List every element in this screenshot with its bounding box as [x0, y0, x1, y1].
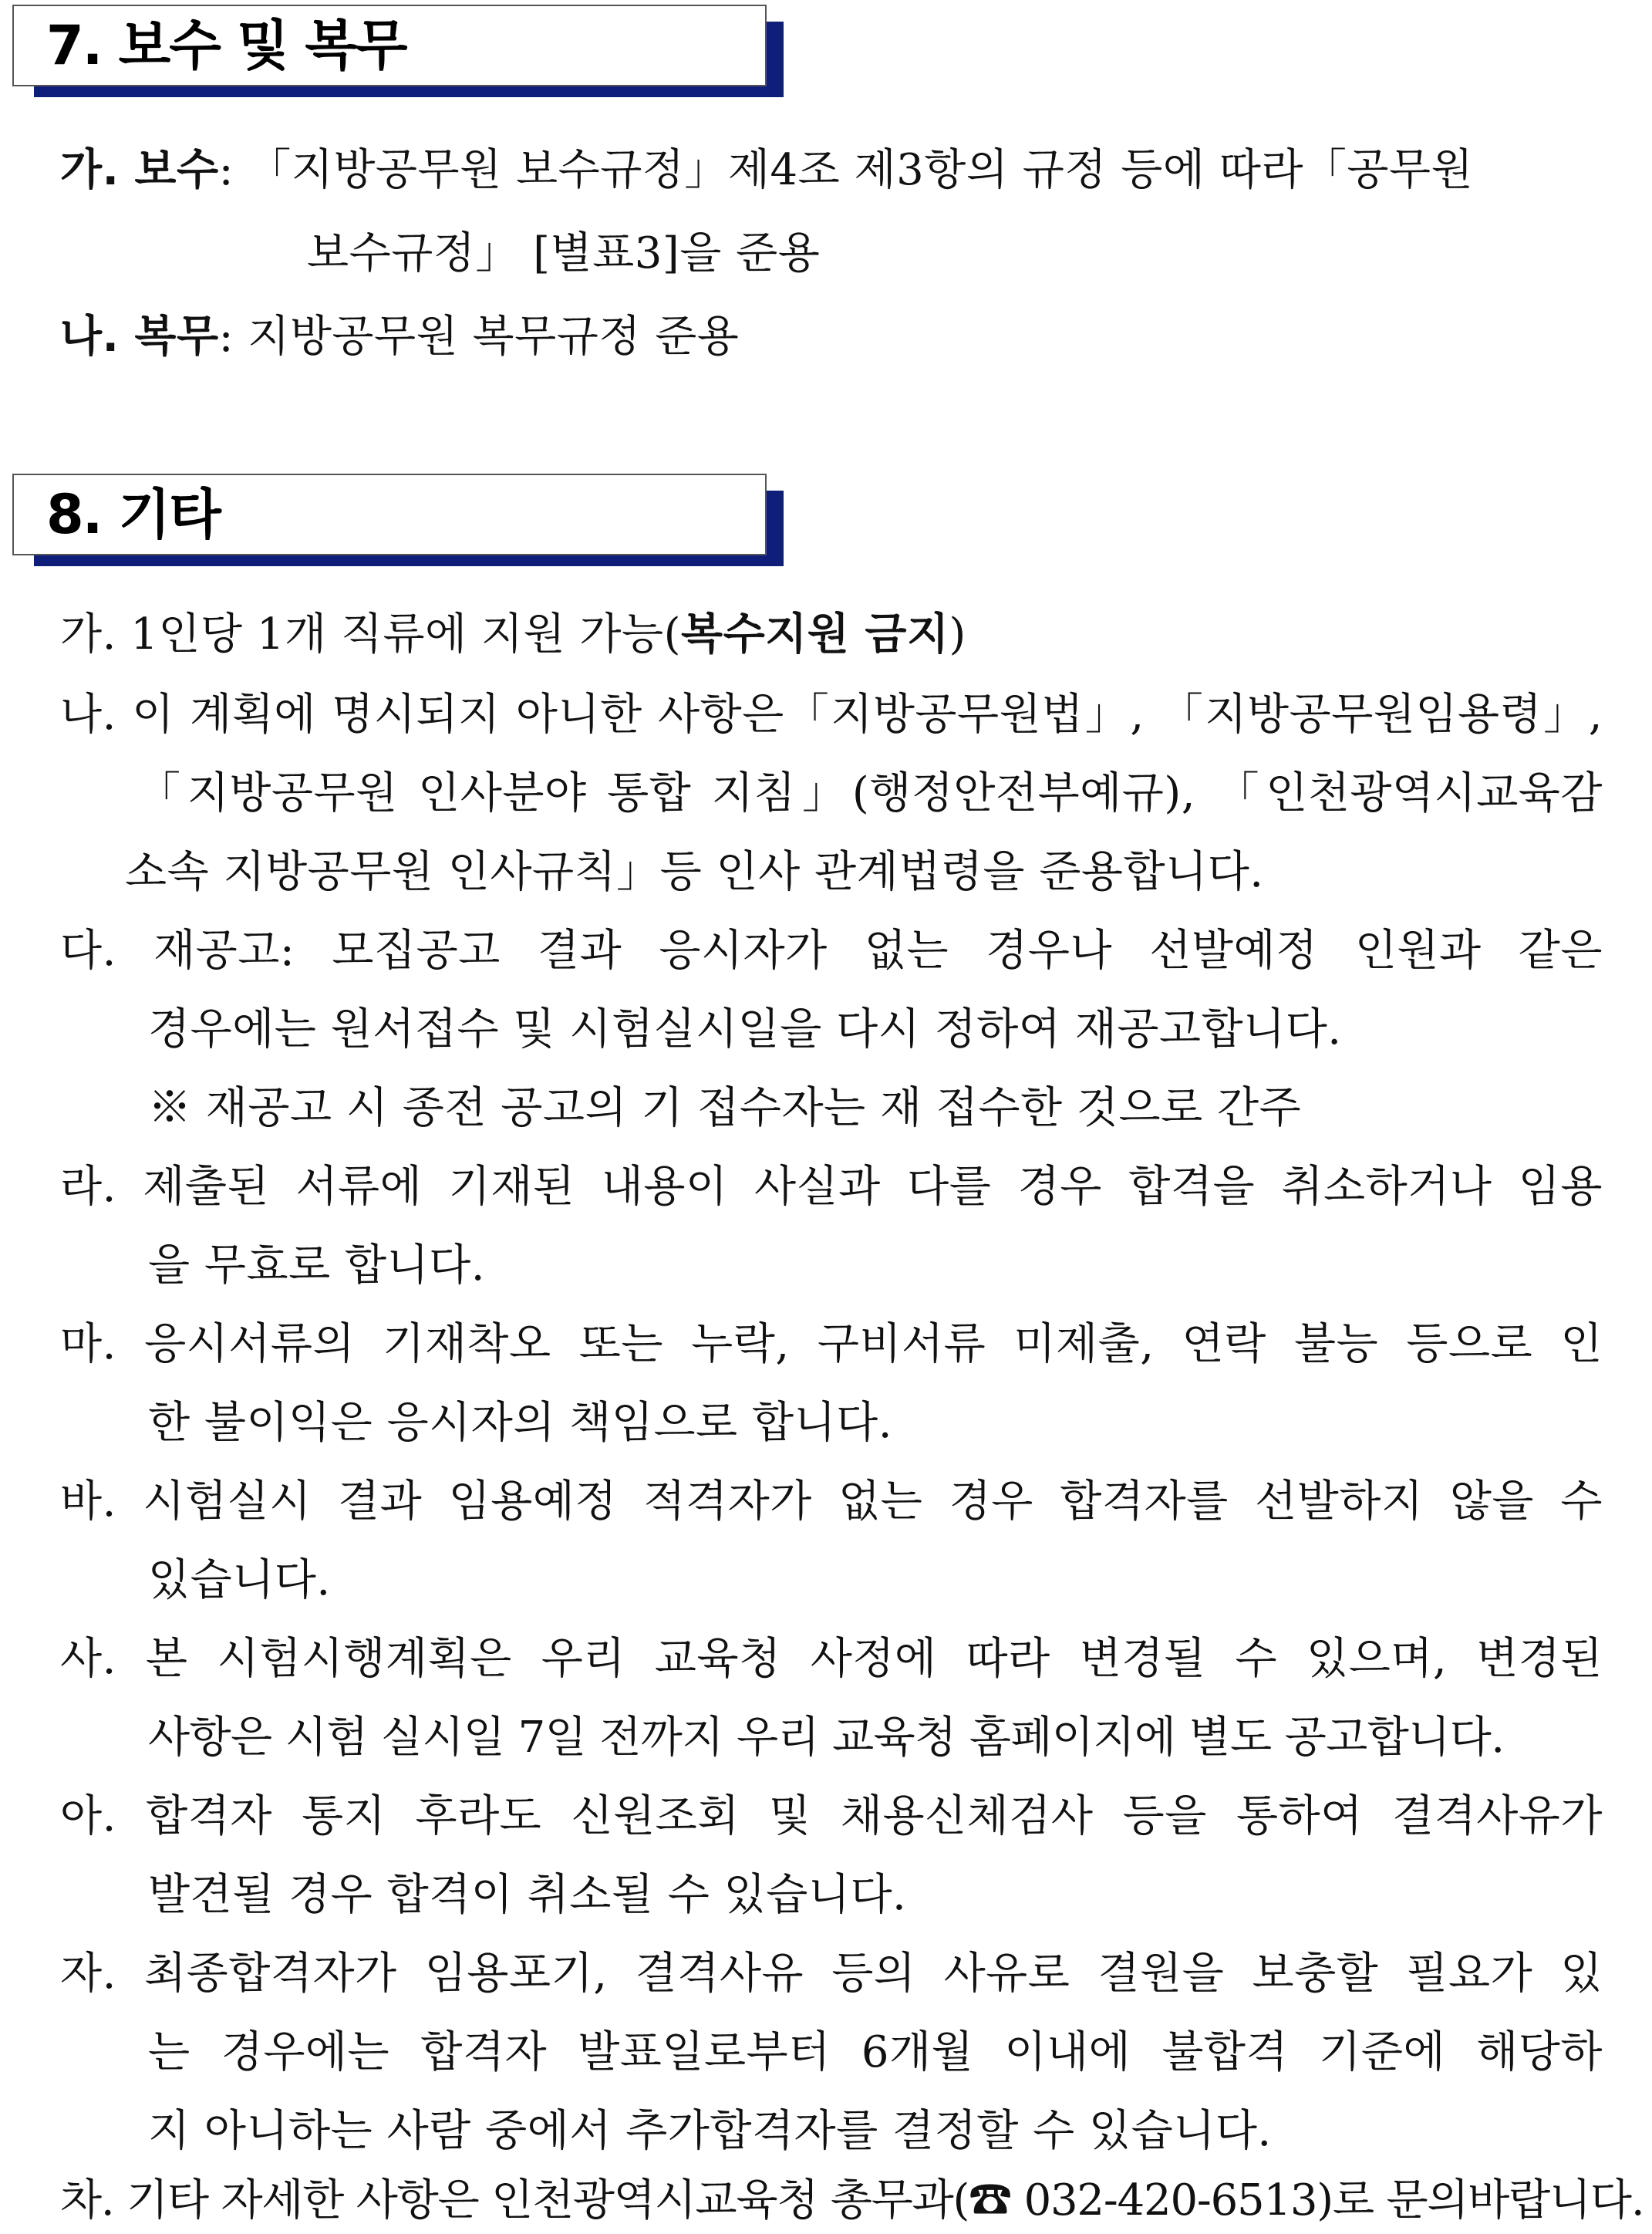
duty-text: : 지방공무원 복무규정 준용	[218, 312, 740, 362]
section-8-title: 8. 기타	[46, 483, 220, 546]
section-7-heading	[12, 5, 767, 86]
section-8-heading	[12, 474, 767, 555]
item-sa-line-2: 사항은 시험 실시일 7일 전까지 우리 교육청 홈페이지에 별도 공고합니다.	[148, 1713, 1505, 1763]
item-da-line-2: 경우에는 원서접수 및 시험실시일을 다시 정하여 재공고합니다.	[148, 1004, 1342, 1055]
item-ba-line-1: 바. 시험실시 결과 임용예정 적격자가 없는 경우 합격자를 선발하지 않을 수	[60, 1476, 1603, 1527]
section-7-title: 7. 보수 및 복무	[46, 14, 406, 77]
pay-line-2: 보수규정」 [별표3]을 준용	[307, 228, 821, 278]
duty-line	[60, 310, 739, 364]
item-a-line-1: 아. 합격자 통지 후라도 신원조회 및 채용신체검사 등을 통하여 결격사유가	[60, 1791, 1603, 1841]
item-ra-line-1: 라. 제출된 서류에 기재된 내용이 사실과 다를 경우 합격을 취소하거나 임용	[60, 1162, 1603, 1212]
no-multiple-apply: 복수지원 금지	[680, 609, 949, 660]
pay-line-1	[60, 143, 1601, 197]
item-ja-line-1: 자. 최종합격자가 임용포기, 결격사유 등의 사유로 결원을 보충할 필요가 있	[60, 1949, 1603, 1999]
item-ba-line-2: 있습니다.	[148, 1555, 331, 1605]
pay-label: 가. 보수	[60, 145, 219, 195]
item-a-line-2: 발견될 경우 합격이 취소될 수 있습니다.	[148, 1870, 907, 1920]
item-na-line-3: 소속 지방공무원 인사규칙」등 인사 관계법령을 준용합니다.	[125, 847, 1264, 897]
item-ja-line-3: 지 아니하는 사람 중에서 추가합격자를 결정할 수 있습니다.	[148, 2106, 1272, 2156]
item-sa-line-1: 사. 본 시험시행계획은 우리 교육청 사정에 따라 변경될 수 있으며, 변경된	[60, 1634, 1603, 1684]
item-ra-line-2: 을 무효로 합니다.	[148, 1240, 486, 1291]
item-da-note: ※ 재공고 시 종전 공고의 기 접수자는 재 접수한 것으로 간주	[148, 1083, 1302, 1133]
item-ma-line-1: 마. 응시서류의 기재착오 또는 누락, 구비서류 미제출, 연락 불능 등으로 인	[60, 1319, 1603, 1369]
item-na-line-2: 「지방공무원 인사분야 통합 지침」(행정안전부예규), 「인천광역시교육감	[137, 768, 1603, 818]
item-cha-line-1: 차. 기타 자세한 사항은 인천광역시교육청 총무과(☎ 032-420-6513)로 문의바랍니다.	[60, 2175, 1644, 2226]
item-ga-line-1: 가. 1인당 1개 직류에 지원 가능(복수지원 금지)	[60, 609, 966, 660]
pay-text: : 「지방공무원 보수규정」제4조 제3항의 규정 등에 따라「공무원	[218, 145, 1474, 195]
item-da-line-1: 다. 재공고: 모집공고 결과 응시자가 없는 경우나 선발예정 인원과 같은	[60, 926, 1603, 976]
item-na-line-1: 나. 이 계획에 명시되지 아니한 사항은「지방공무원법」, 「지방공무원임용령」,	[60, 690, 1603, 740]
duty-label: 나. 복무	[60, 312, 219, 362]
item-ja-line-2: 는 경우에는 합격자 발표일로부터 6개월 이내에 불합격 기준에 해당하	[148, 2027, 1603, 2077]
item-ma-line-2: 한 불이익은 응시자의 책임으로 합니다.	[148, 1398, 893, 1448]
